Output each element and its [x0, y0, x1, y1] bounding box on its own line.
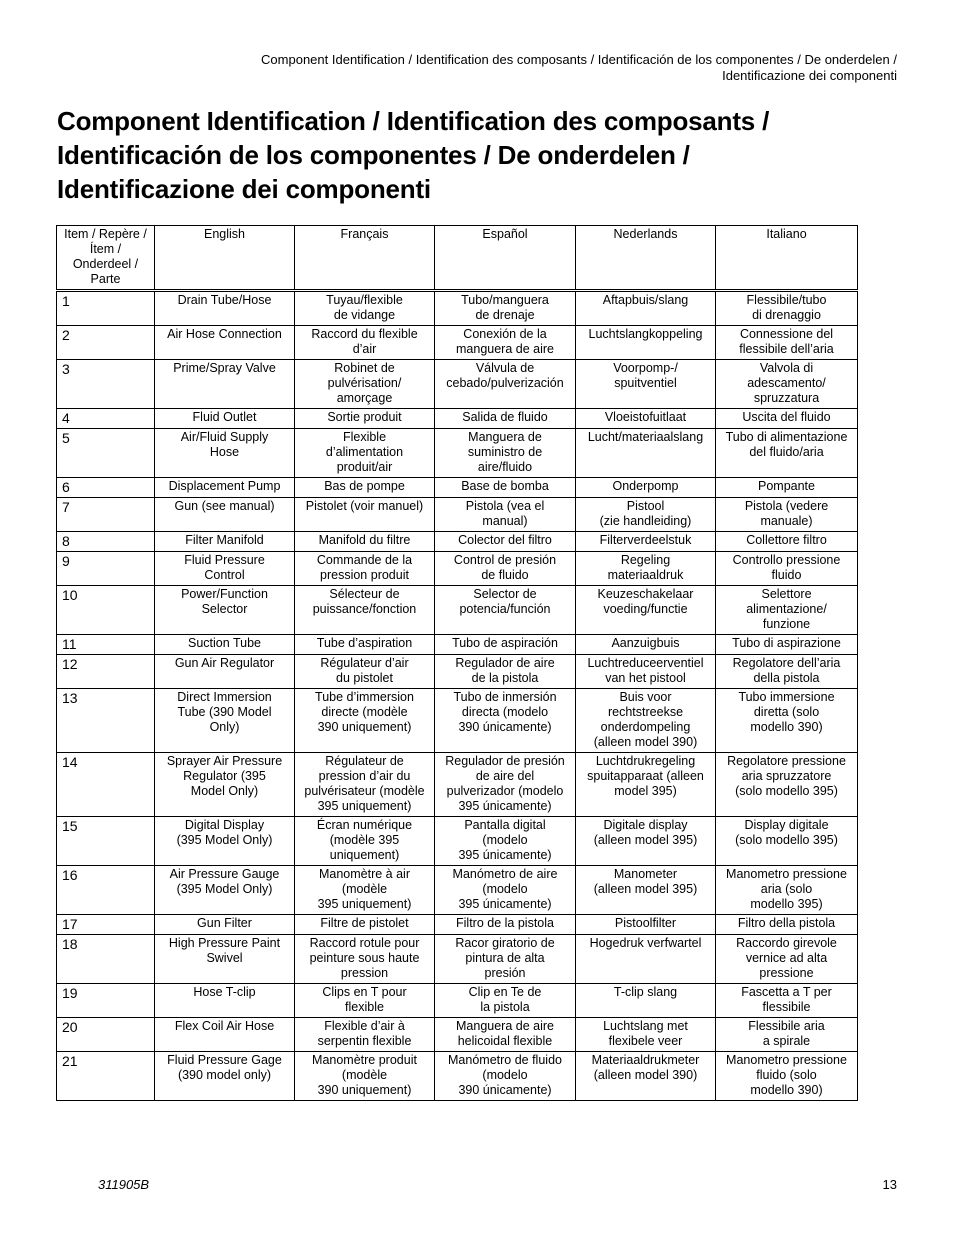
spanish-cell-text: Colector del filtro	[458, 533, 552, 547]
dutch-cell-text: Pistool (zie handleiding)	[599, 499, 692, 528]
italian-cell-text: Controllo pressione fluido	[732, 553, 841, 582]
english-cell	[155, 984, 295, 1018]
english-cell	[155, 866, 295, 915]
item-cell-text: 8	[62, 533, 70, 549]
french-cell-text: Pistolet (voir manuel)	[305, 499, 424, 513]
table-row	[57, 866, 858, 915]
table-row	[57, 1018, 858, 1052]
dutch-cell	[576, 753, 716, 817]
italian-cell-text: Pompante	[758, 479, 815, 493]
table-row	[57, 326, 858, 360]
dutch-cell	[576, 326, 716, 360]
item-cell	[57, 984, 155, 1018]
spanish-cell	[435, 1018, 576, 1052]
italian-cell	[716, 291, 858, 326]
table-row	[57, 635, 858, 655]
dutch-cell-text: Manometer (alleen model 395)	[593, 867, 698, 896]
item-cell	[57, 1052, 155, 1101]
french-cell	[295, 984, 435, 1018]
french-cell	[295, 915, 435, 935]
french-cell-text: Sortie produit	[327, 410, 402, 424]
english-cell	[155, 478, 295, 498]
italian-cell-text: Tubo immersione diretta (solo modello 390)	[738, 690, 835, 734]
spanish-cell-text: Clip en Te de la pistola	[468, 985, 542, 1014]
item-cell	[57, 532, 155, 552]
page-title-line3: Identificazione dei componenti	[57, 174, 431, 204]
spanish-cell-text: Regulador de aire de la pistola	[455, 656, 555, 685]
dutch-cell-text: Luchtreduceerventiel van het pistool	[587, 656, 704, 685]
item-cell-text: 19	[62, 985, 78, 1001]
running-header-line1: Component Identification / Identification des composants / Identificación de los componentes / De onderdelen /	[261, 52, 897, 67]
italian-cell-text: Connessione del flessibile dell’aria	[739, 327, 834, 356]
dutch-cell	[576, 655, 716, 689]
french-cell-text: Flexible d’alimentation produit/air	[325, 430, 404, 474]
english-cell	[155, 429, 295, 478]
english-cell	[155, 655, 295, 689]
english-cell	[155, 915, 295, 935]
italian-cell	[716, 326, 858, 360]
spanish-cell	[435, 532, 576, 552]
spanish-cell	[435, 635, 576, 655]
spanish-cell	[435, 409, 576, 429]
italian-cell-text: Flessibile aria a spirale	[748, 1019, 825, 1048]
item-cell-text: 1	[62, 293, 70, 309]
dutch-cell	[576, 409, 716, 429]
french-cell	[295, 498, 435, 532]
table-row	[57, 429, 858, 478]
page-title-line1: Component Identification / Identification des composants /	[57, 106, 770, 136]
spanish-cell	[435, 915, 576, 935]
italian-cell	[716, 984, 858, 1018]
spanish-cell	[435, 655, 576, 689]
italian-cell-text: Filtro della pistola	[737, 916, 836, 930]
french-cell	[295, 635, 435, 655]
item-cell	[57, 360, 155, 409]
table-row	[57, 655, 858, 689]
french-cell	[295, 935, 435, 984]
table-row	[57, 586, 858, 635]
item-cell-text: 2	[62, 327, 70, 343]
table-row	[57, 552, 858, 586]
english-cell-text: Prime/Spray Valve	[173, 361, 276, 375]
spanish-cell-text: Manómetro de aire (modelo 395 únicamente)	[452, 867, 558, 911]
italian-cell	[716, 915, 858, 935]
table-row	[57, 753, 858, 817]
table-row	[57, 1052, 858, 1101]
french-cell-text: Raccord du flexible d’air	[311, 327, 418, 356]
spanish-cell	[435, 552, 576, 586]
french-cell	[295, 689, 435, 753]
french-cell	[295, 655, 435, 689]
item-cell-text: 5	[62, 430, 70, 446]
italian-cell	[716, 753, 858, 817]
item-cell	[57, 326, 155, 360]
item-cell-text: 12	[62, 656, 78, 672]
table-row	[57, 532, 858, 552]
english-cell	[155, 935, 295, 984]
dutch-cell	[576, 1052, 716, 1101]
item-cell	[57, 635, 155, 655]
english-cell	[155, 326, 295, 360]
italian-cell-text: Tubo di aspirazione	[732, 636, 841, 650]
item-cell-text: 4	[62, 410, 70, 426]
dutch-cell	[576, 291, 716, 326]
spanish-cell-text: Racor giratorio de pintura de alta presión	[455, 936, 555, 980]
italian-cell-text: Selettore alimentazione/ funzione	[746, 587, 827, 631]
french-cell-text: Tube d’aspiration	[316, 636, 413, 650]
french-cell	[295, 753, 435, 817]
item-cell-text: 18	[62, 936, 78, 952]
dutch-cell-text: Buis voor rechtstreekse onderdompeling (alleen model 390)	[593, 690, 698, 749]
item-cell	[57, 552, 155, 586]
french-cell-text: Manomètre à air (modèle 395 uniquement)	[317, 867, 412, 911]
dutch-cell-text: Vloeistofuitlaat	[604, 410, 687, 424]
item-cell	[57, 866, 155, 915]
english-cell	[155, 753, 295, 817]
italian-cell	[716, 655, 858, 689]
page-title	[57, 104, 897, 206]
french-cell-text: Raccord rotule pour peinture sous haute pression	[309, 936, 420, 980]
item-cell-text: 21	[62, 1053, 78, 1069]
french-cell-text: Filtre de pistolet	[320, 916, 409, 930]
spanish-cell	[435, 689, 576, 753]
english-cell-text: Direct Immersion Tube (390 Model Only)	[177, 690, 272, 734]
italian-cell-text: Raccordo girevole vernice ad alta pressione	[736, 936, 837, 980]
item-cell-text: 17	[62, 916, 78, 932]
item-cell-text: 11	[62, 636, 77, 652]
french-cell-text: Clips en T pour flexible	[322, 985, 407, 1014]
item-cell	[57, 817, 155, 866]
spanish-cell	[435, 817, 576, 866]
column-header-spanish: Español	[435, 226, 576, 291]
item-cell-text: 3	[62, 361, 70, 377]
italian-cell-text: Pistola (vedere manuale)	[744, 499, 829, 528]
table-row	[57, 498, 858, 532]
english-cell-text: Digital Display (395 Model Only)	[176, 818, 273, 847]
english-cell	[155, 586, 295, 635]
italian-cell-text: Manometro pressione aria (solo modello 395)	[726, 867, 847, 911]
english-cell-text: High Pressure Paint Swivel	[168, 936, 281, 965]
french-cell-text: Sélecteur de puissance/fonction	[312, 587, 417, 616]
italian-cell	[716, 935, 858, 984]
spanish-cell	[435, 1052, 576, 1101]
dutch-cell	[576, 552, 716, 586]
table-row	[57, 689, 858, 753]
italian-cell-text: Flessibile/tubo di drenaggio	[746, 293, 827, 322]
item-cell-text: 20	[62, 1019, 78, 1035]
english-cell-text: Air Pressure Gauge (395 Model Only)	[169, 867, 280, 896]
column-header-english: English	[155, 226, 295, 291]
italian-cell	[716, 409, 858, 429]
italian-cell-text: Collettore filtro	[746, 533, 827, 547]
english-cell-text: Power/Function Selector	[181, 587, 268, 616]
english-cell-text: Fluid Outlet	[192, 410, 257, 424]
french-cell-text: Robinet de pulvérisation/ amorçage	[327, 361, 402, 405]
english-cell	[155, 689, 295, 753]
italian-cell	[716, 498, 858, 532]
column-header-french: Français	[295, 226, 435, 291]
item-cell	[57, 915, 155, 935]
french-cell	[295, 326, 435, 360]
table-row	[57, 360, 858, 409]
item-cell	[57, 655, 155, 689]
french-cell-text: Écran numérique (modèle 395 uniquement)	[316, 818, 413, 862]
spanish-cell	[435, 753, 576, 817]
column-header-dutch: Nederlands	[576, 226, 716, 291]
item-cell	[57, 586, 155, 635]
spanish-cell	[435, 984, 576, 1018]
french-cell-text: Commande de la pression produit	[316, 553, 413, 582]
french-cell-text: Flexible d’air à serpentin flexible	[317, 1019, 412, 1048]
italian-cell	[716, 429, 858, 478]
item-cell	[57, 429, 155, 478]
french-cell	[295, 552, 435, 586]
spanish-cell	[435, 866, 576, 915]
french-cell	[295, 409, 435, 429]
italian-cell	[716, 1052, 858, 1101]
english-cell-text: Gun Air Regulator	[174, 656, 275, 670]
dutch-cell-text: Regeling materiaaldruk	[607, 553, 684, 582]
dutch-cell-text: Hogedruk verfwartel	[589, 936, 702, 950]
table-row	[57, 915, 858, 935]
italian-cell	[716, 552, 858, 586]
italian-cell	[716, 1018, 858, 1052]
italian-cell-text: Uscita del fluido	[742, 410, 831, 424]
item-cell-text: 6	[62, 479, 70, 495]
english-cell-text: Drain Tube/Hose	[177, 293, 272, 307]
spanish-cell-text: Tubo/manguera de drenaje	[461, 293, 549, 322]
table-row	[57, 935, 858, 984]
dutch-cell	[576, 1018, 716, 1052]
item-cell	[57, 478, 155, 498]
running-header	[137, 52, 897, 84]
french-cell-text: Régulateur d’air du pistolet	[320, 656, 409, 685]
english-cell-text: Flex Coil Air Hose	[174, 1019, 275, 1033]
dutch-cell	[576, 498, 716, 532]
spanish-cell-text: Salida de fluido	[462, 410, 548, 424]
dutch-cell-text: Keuzeschakelaar voeding/functie	[597, 587, 694, 616]
table-body	[57, 291, 858, 1101]
table-row	[57, 817, 858, 866]
french-cell	[295, 291, 435, 326]
spanish-cell	[435, 935, 576, 984]
italian-cell	[716, 866, 858, 915]
spanish-cell	[435, 429, 576, 478]
english-cell	[155, 1052, 295, 1101]
item-cell-text: 15	[62, 818, 78, 834]
spanish-cell	[435, 586, 576, 635]
english-cell	[155, 498, 295, 532]
dutch-cell	[576, 532, 716, 552]
dutch-cell-text: T-clip slang	[613, 985, 678, 999]
french-cell	[295, 360, 435, 409]
document-number: 311905B	[98, 1177, 150, 1192]
item-cell-text: 10	[62, 587, 78, 603]
italian-cell	[716, 532, 858, 552]
italian-cell-text: Display digitale (solo modello 395)	[735, 818, 838, 847]
dutch-cell	[576, 817, 716, 866]
dutch-cell-text: Materiaaldrukmeter (alleen model 390)	[591, 1053, 700, 1082]
running-header-line2: Identificazione dei componenti	[722, 68, 897, 83]
dutch-cell	[576, 935, 716, 984]
english-cell	[155, 552, 295, 586]
italian-cell	[716, 478, 858, 498]
page-number: 13	[882, 1177, 897, 1192]
dutch-cell	[576, 915, 716, 935]
english-cell	[155, 360, 295, 409]
italian-cell	[716, 586, 858, 635]
french-cell	[295, 866, 435, 915]
spanish-cell-text: Tubo de aspiración	[452, 636, 558, 650]
spanish-cell-text: Manguera de suministro de aire/fluido	[467, 430, 543, 474]
spanish-cell-text: Tubo de inmersión directa (modelo 390 únicamente)	[453, 690, 557, 734]
spanish-cell-text: Selector de potencia/función	[459, 587, 551, 616]
table-row	[57, 291, 858, 326]
italian-cell-text: Tubo di alimentazione del fluido/aria	[725, 430, 848, 459]
page-title-line2: Identificación de los componentes / De onderdelen /	[57, 140, 690, 170]
french-cell-text: Manomètre produit (modèle 390 uniquement)	[312, 1053, 417, 1097]
italian-cell-text: Valvola di adescamento/ spruzzatura	[747, 361, 826, 405]
english-cell-text: Sprayer Air Pressure Regulator (395 Model Only)	[166, 754, 283, 798]
item-cell	[57, 689, 155, 753]
dutch-cell-text: Aanzuigbuis	[611, 636, 680, 650]
column-header-italian: Italiano	[716, 226, 858, 291]
english-cell	[155, 532, 295, 552]
table-header-row	[57, 226, 858, 291]
item-cell	[57, 291, 155, 326]
spanish-cell	[435, 478, 576, 498]
dutch-cell-text: Luchtslang met flexibele veer	[603, 1019, 688, 1048]
dutch-cell	[576, 984, 716, 1018]
english-cell-text: Air Hose Connection	[167, 327, 282, 341]
italian-cell	[716, 817, 858, 866]
french-cell-text: Tuyau/flexible de vidange	[326, 293, 403, 322]
italian-cell	[716, 360, 858, 409]
item-cell-text: 7	[62, 499, 70, 515]
item-cell	[57, 935, 155, 984]
item-cell-text: 9	[62, 553, 70, 569]
french-cell	[295, 532, 435, 552]
dutch-cell-text: Lucht/materiaalslang	[587, 430, 704, 444]
dutch-cell	[576, 866, 716, 915]
spanish-cell-text: Base de bomba	[461, 479, 549, 493]
english-cell-text: Filter Manifold	[185, 533, 264, 547]
italian-cell-text: Regolatore dell’aria della pistola	[732, 656, 841, 685]
english-cell-text: Gun (see manual)	[174, 499, 275, 513]
spanish-cell-text: Conexión de la manguera de aire	[456, 327, 554, 356]
french-cell	[295, 478, 435, 498]
italian-cell	[716, 689, 858, 753]
dutch-cell-text: Digitale display (alleen model 395)	[593, 818, 698, 847]
table-row	[57, 478, 858, 498]
item-cell-text: 16	[62, 867, 78, 883]
dutch-cell-text: Luchtdrukregeling spuitapparaat (alleen model 395)	[587, 754, 704, 798]
spanish-cell-text: Regulador de presión de aire del pulverizador (modelo 395 únicamente)	[445, 754, 565, 813]
dutch-cell	[576, 635, 716, 655]
english-cell	[155, 291, 295, 326]
french-cell	[295, 817, 435, 866]
dutch-cell-text: Onderpomp	[612, 479, 679, 493]
item-cell	[57, 498, 155, 532]
english-cell-text: Air/Fluid Supply Hose	[180, 430, 269, 459]
english-cell-text: Gun Filter	[197, 916, 252, 930]
dutch-cell-text: Filterverdeelstuk	[599, 533, 692, 547]
spanish-cell-text: Manguera de aire helicoidal flexible	[456, 1019, 554, 1048]
english-cell-text: Fluid Pressure Gage (390 model only)	[167, 1053, 282, 1082]
spanish-cell	[435, 498, 576, 532]
dutch-cell-text: Pistoolfilter	[614, 916, 677, 930]
spanish-cell-text: Control de presión de fluido	[453, 553, 557, 582]
french-cell	[295, 1018, 435, 1052]
dutch-cell-text: Aftapbuis/slang	[602, 293, 689, 307]
item-cell	[57, 753, 155, 817]
dutch-cell-text: Voorpomp-/ spuitventiel	[613, 361, 678, 390]
spanish-cell-text: Pistola (vea el manual)	[465, 499, 545, 528]
italian-cell-text: Fascetta a T per flessibile	[741, 985, 832, 1014]
french-cell	[295, 429, 435, 478]
table-row	[57, 409, 858, 429]
spanish-cell-text: Pantalla digital (modelo 395 únicamente)	[458, 818, 552, 862]
italian-cell-text: Manometro pressione fluido (solo modello 390)	[726, 1053, 847, 1097]
italian-cell-text: Regolatore pressione aria spruzzatore (solo modello 395)	[727, 754, 846, 798]
english-cell-text: Hose T-clip	[193, 985, 256, 999]
component-table	[56, 225, 858, 1101]
spanish-cell-text: Manómetro de fluido (modelo 390 únicamente)	[448, 1053, 562, 1097]
dutch-cell	[576, 360, 716, 409]
table-row	[57, 984, 858, 1018]
spanish-cell	[435, 360, 576, 409]
spanish-cell-text: Filtro de la pistola	[456, 916, 554, 930]
french-cell	[295, 586, 435, 635]
spanish-cell	[435, 326, 576, 360]
english-cell-text: Displacement Pump	[168, 479, 281, 493]
spanish-cell	[435, 291, 576, 326]
dutch-cell	[576, 429, 716, 478]
french-cell-text: Bas de pompe	[324, 479, 405, 493]
english-cell	[155, 817, 295, 866]
french-cell	[295, 1052, 435, 1101]
column-header-item: Item / Repère / Ítem / Onderdeel / Parte	[57, 226, 155, 291]
dutch-cell	[576, 478, 716, 498]
dutch-cell-text: Luchtslangkoppeling	[588, 327, 703, 341]
english-cell	[155, 1018, 295, 1052]
item-cell	[57, 409, 155, 429]
english-cell-text: Suction Tube	[188, 636, 261, 650]
english-cell	[155, 635, 295, 655]
french-cell-text: Manifold du filtre	[318, 533, 411, 547]
french-cell-text: Régulateur de pression d’air du pulvérisateur (modèle 395 uniquement)	[304, 754, 425, 813]
item-cell-text: 14	[62, 754, 78, 770]
dutch-cell	[576, 586, 716, 635]
item-cell-text: 13	[62, 690, 78, 706]
italian-cell	[716, 635, 858, 655]
item-cell	[57, 1018, 155, 1052]
spanish-cell-text: Válvula de cebado/pulverización	[446, 361, 564, 390]
english-cell	[155, 409, 295, 429]
english-cell-text: Fluid Pressure Control	[184, 553, 265, 582]
french-cell-text: Tube d’immersion directe (modèle 390 uniquement)	[315, 690, 414, 734]
dutch-cell	[576, 689, 716, 753]
